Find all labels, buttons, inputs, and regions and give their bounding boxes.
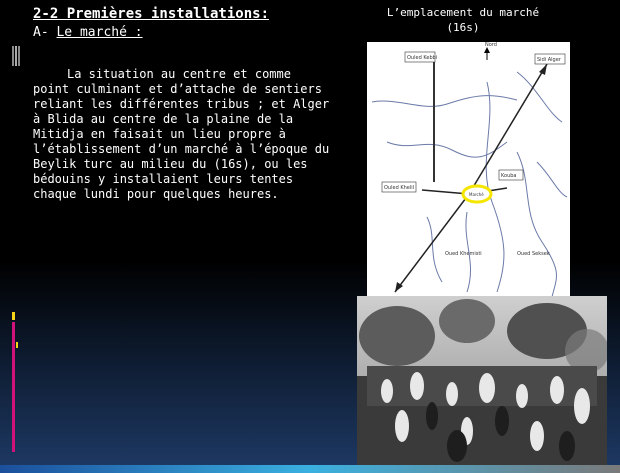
map-label-north: Nord — [485, 42, 497, 48]
map-caption-line2: (16s) — [446, 21, 480, 34]
slide-marker-bottom — [12, 312, 18, 452]
map-label-center: Marché — [469, 192, 484, 197]
slide-title: 2-2 Premières installations: — [33, 6, 270, 22]
map-caption-line1: L’emplacement du marché — [386, 6, 540, 19]
map-label-top-left: Ouled Kebbi — [407, 55, 438, 61]
slide-bottom-bar — [0, 465, 620, 473]
market-location-map — [367, 42, 570, 298]
map-label-right-mid: Kouba — [501, 173, 517, 179]
map-caption — [368, 5, 558, 35]
map-label-bottom-left: Oued Khemisti — [445, 251, 482, 257]
slide-subtitle — [33, 25, 143, 40]
map-label-bottom-right: Oued Seksek — [517, 251, 550, 257]
slide-marker-top — [12, 46, 20, 66]
subtitle-prefix: A- — [33, 25, 57, 40]
body-paragraph: La situation au centre et comme point culminant et d’attache de sentiers reliant les différentes tribus ; et Alger à Blida au centre de la plaine de la Mitidja en faisait un lieu propre à l’établissement d’un marché à l’époque du Beylik turc au milieu du (16s), ou les bédouins y installaient leurs tentes chaque lundi pour quelques heures. — [33, 67, 330, 201]
market-historical-photo — [357, 296, 607, 466]
map-label-top-right: Sidi Alger — [537, 57, 561, 63]
map-label-left-mid: Ouled Khelil — [384, 185, 415, 191]
subtitle-link: Le marché : — [56, 25, 143, 40]
